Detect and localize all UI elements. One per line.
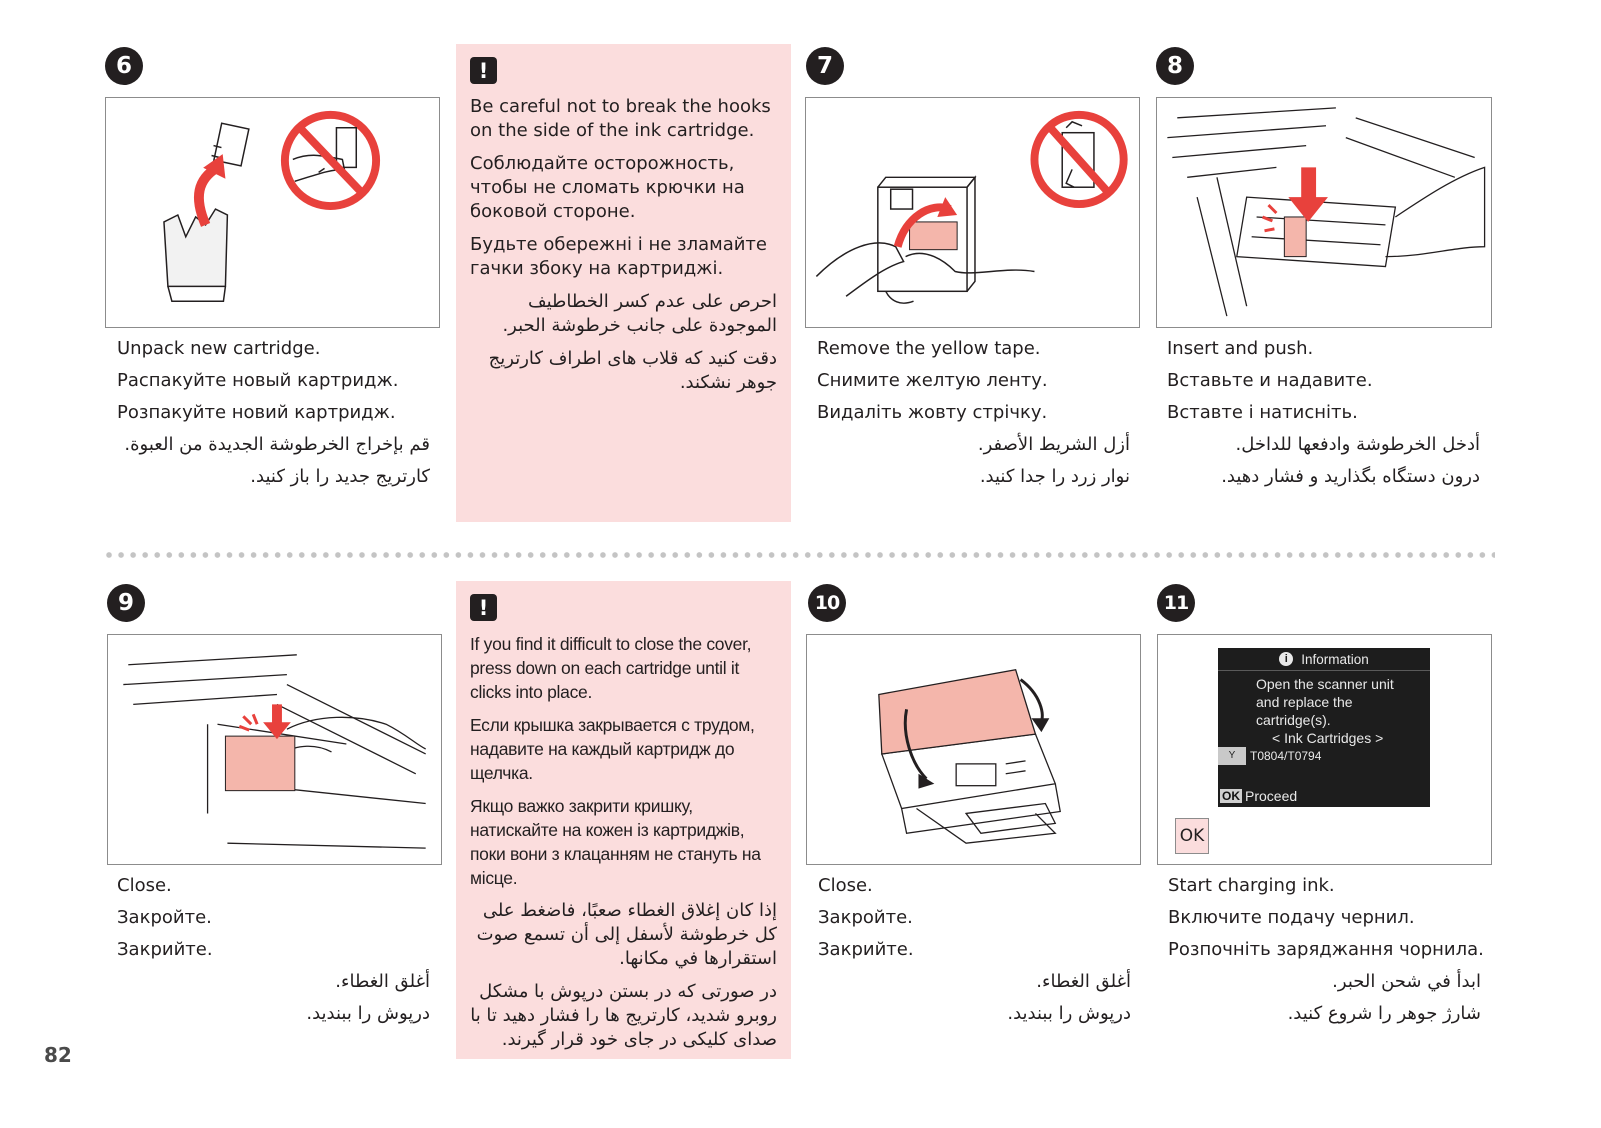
caption-ar: قم بإخراج الخرطوشة الجديدة من العبوة. — [124, 434, 430, 455]
lcd-line: and replace the — [1256, 694, 1353, 710]
caption-en: Insert and push. — [1167, 338, 1314, 359]
caption-ru: Закройте. — [818, 907, 913, 928]
note-ru: Если крышка закрывается с трудом, надавите на каждый картридж до щелчка. — [470, 715, 755, 783]
step-11-caption — [1168, 870, 1484, 1030]
lcd-line: Open the scanner unit — [1256, 676, 1394, 692]
caption-ru: Распакуйте новый картридж. — [117, 370, 399, 391]
close-cover-drawing — [108, 635, 441, 864]
caption-ru: Закройте. — [117, 907, 212, 928]
lcd-proceed: Proceed — [1245, 788, 1298, 804]
caption-uk: Розпочніть заряджання чорнила. — [1168, 939, 1484, 960]
caption-en: Close. — [117, 875, 172, 896]
step-6-caption — [117, 333, 430, 493]
caption-en: Remove the yellow tape. — [817, 338, 1041, 359]
caption-en: Start charging ink. — [1168, 875, 1335, 896]
caption-fa: درون دستگاه بگذارید و فشار دهید. — [1221, 466, 1480, 487]
step-8-illustration — [1156, 97, 1492, 328]
caution-icon: ! — [470, 594, 497, 621]
step-9-number: 9 — [107, 584, 145, 622]
caption-uk: Видаліть жовту стрічку. — [817, 402, 1048, 423]
caption-en: Unpack new cartridge. — [117, 338, 321, 359]
lcd-ok-label: OK — [1222, 789, 1240, 803]
step-6-illustration — [105, 97, 440, 328]
note-uk: Будьте обережні і не зламайте гачки збоку на картриджі. — [470, 234, 767, 279]
step-6-number: 6 — [105, 47, 143, 85]
dotted-divider — [103, 552, 1495, 558]
caution-icon: ! — [470, 57, 497, 84]
note-en: Be careful not to break the hooks on the side of the ink cartridge. — [470, 96, 771, 141]
unpack-cartridge-drawing — [106, 98, 439, 327]
caption-ar: أغلق الغطاء. — [335, 971, 430, 992]
note-ar: احرص على عدم كسر الخطاطيف الموجودة على جانب خرطوشة الحبر. — [502, 291, 777, 336]
caption-uk: Закрийте. — [818, 939, 914, 960]
step-7-illustration — [805, 97, 1140, 328]
step-10-number: 10 — [808, 584, 846, 622]
color-code-badge: Y — [1218, 747, 1246, 765]
caption-fa: شارژ جوهر را شروع کنید. — [1287, 1003, 1481, 1024]
caption-uk: Розпакуйте новий картридж. — [117, 402, 396, 423]
step-8-number: 8 — [1156, 47, 1194, 85]
cartridge-model: T0804/T0794 — [1250, 749, 1322, 763]
step-9-illustration — [107, 634, 442, 865]
step-10-caption — [818, 870, 1131, 1030]
caption-uk: Вставте і натисніть. — [1167, 402, 1358, 423]
lcd-header — [1218, 648, 1430, 671]
caution-note-top — [456, 44, 791, 522]
caution-note-bottom — [456, 581, 791, 1059]
note-ru: Соблюдайте осторожность, чтобы не сломать крючки на боковой стороне. — [470, 153, 745, 222]
step-10-illustration — [806, 634, 1141, 865]
ok-button[interactable]: OK — [1175, 818, 1209, 854]
note-uk: Якщо важко закрити кришку, натискайте на кожен із картриджів, поки вони з клацанням не стануть на місце. — [470, 796, 761, 888]
step-11-number: 11 — [1157, 584, 1195, 622]
caption-fa: نوار زرد را جدا کنید. — [979, 466, 1130, 487]
caption-ar: ابدأ في شحن الحبر. — [1332, 971, 1481, 992]
caption-fa: درپوش را ببندید. — [1007, 1003, 1131, 1024]
remove-tape-drawing — [806, 98, 1139, 327]
caption-ru: Включите подачу чернил. — [1168, 907, 1415, 928]
caption-ar: أدخل الخرطوشة وادفعها للداخل. — [1235, 434, 1480, 455]
lcd-message — [1218, 671, 1430, 765]
printer-close-drawing — [807, 635, 1140, 864]
step-9-caption — [117, 870, 430, 1030]
caption-fa: کارتریج جدید را باز کنید. — [250, 466, 430, 487]
lcd-line: < Ink Cartridges > — [1272, 730, 1384, 746]
note-fa: دقت کنید که قلاب های اطراف کارتریج جوهر نشکند. — [488, 348, 777, 393]
step-8-caption — [1167, 333, 1480, 493]
caption-ru: Снимите желтую ленту. — [817, 370, 1048, 391]
caption-ar: أغلق الغطاء. — [1036, 971, 1131, 992]
lcd-screen — [1218, 648, 1430, 807]
step-7-caption — [817, 333, 1130, 493]
note-en: If you find it difficult to close the cover, press down on each cartridge until it clicks into place. — [470, 634, 752, 702]
lcd-cartridge-row — [1218, 747, 1430, 765]
lcd-footer — [1220, 788, 1297, 804]
caption-en: Close. — [818, 875, 873, 896]
caption-ar: أزل الشريط الأصفر. — [977, 434, 1130, 455]
info-icon: i — [1279, 652, 1293, 666]
step-7-number: 7 — [806, 47, 844, 85]
lcd-line: cartridge(s). — [1256, 712, 1331, 728]
note-ar: إذا كان إغلاق الغطاء صعبًا، فاضغط على كل خرطوشة لأسفل إلى أن تسمع صوت استقرارها في مكانها. — [476, 900, 777, 969]
note-fa: در صورتی که در بستن درپوش با مشکل روبرو شدید، کارتریج ها را فشار دهید تا با صدای کلیکی در جای خود قرار گیرند. — [470, 981, 777, 1050]
caption-ru: Вставьте и надавите. — [1167, 370, 1373, 391]
caption-fa: درپوش را ببندید. — [306, 1003, 430, 1024]
caption-uk: Закрийте. — [117, 939, 213, 960]
insert-cartridge-drawing — [1157, 98, 1491, 327]
lcd-title: Information — [1301, 651, 1369, 667]
page-number: 82 — [44, 1043, 72, 1067]
